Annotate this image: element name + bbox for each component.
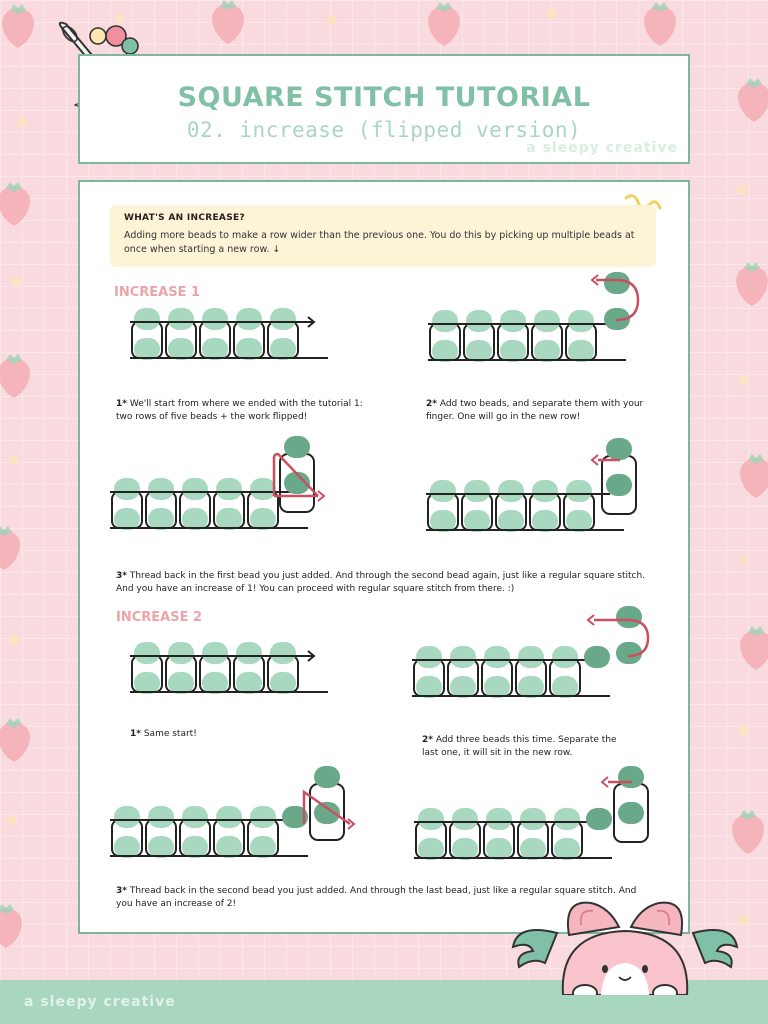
bead — [236, 642, 262, 664]
bead — [168, 338, 194, 360]
bead — [498, 480, 524, 502]
bead — [464, 510, 490, 532]
step-text: Thread back in the first bead you just added. And through the second bead again, just like a regular square stitch. And you have an increase of 1! You can proceed with regular square stitch from there. :) — [116, 571, 646, 594]
bead — [216, 508, 242, 530]
arrow-head — [602, 777, 608, 787]
bead — [134, 308, 160, 330]
bead — [284, 436, 310, 458]
bead — [552, 676, 578, 698]
bead — [168, 308, 194, 330]
bead — [584, 646, 610, 668]
bead — [586, 808, 612, 830]
bead — [182, 478, 208, 500]
step-number: 3* — [116, 571, 127, 581]
i1-s3a — [110, 436, 324, 530]
arrow-head — [592, 455, 598, 465]
i2-s2 — [412, 606, 648, 698]
bead — [452, 838, 478, 860]
bead — [114, 508, 140, 530]
i1-s2 — [428, 272, 638, 362]
bead — [606, 438, 632, 460]
bead — [216, 478, 242, 500]
bead — [566, 510, 592, 532]
bead — [500, 340, 526, 362]
bead — [534, 340, 560, 362]
bead — [270, 642, 296, 664]
bead — [236, 672, 262, 694]
bead — [568, 310, 594, 332]
bead — [552, 646, 578, 668]
bead — [114, 836, 140, 858]
bead — [532, 480, 558, 502]
bead — [182, 806, 208, 828]
increase-1-step-2-caption — [426, 398, 646, 424]
bead — [452, 808, 478, 830]
increase-1-step-1-caption — [116, 398, 366, 424]
bead — [202, 672, 228, 694]
bead — [616, 642, 642, 664]
step-number: 2* — [426, 399, 437, 409]
bead — [532, 510, 558, 532]
bead — [606, 474, 632, 496]
bead — [430, 510, 456, 532]
step-number: 3* — [116, 886, 127, 896]
i2-s3b — [414, 766, 648, 860]
bead — [168, 672, 194, 694]
bead — [450, 676, 476, 698]
bead — [618, 802, 644, 824]
bead — [216, 806, 242, 828]
step-text: Same start! — [143, 729, 197, 739]
bead — [148, 478, 174, 500]
step-number: 1* — [130, 729, 141, 739]
bead — [466, 310, 492, 332]
bead — [484, 676, 510, 698]
bead — [418, 808, 444, 830]
bead — [432, 310, 458, 332]
bead — [534, 310, 560, 332]
footer-brand: a sleepy creative — [24, 994, 176, 1010]
bead — [484, 646, 510, 668]
step-text: We'll start from where we ended with the tutorial 1: two rows of five beads + the work flipped! — [116, 399, 363, 422]
bead — [554, 808, 580, 830]
bead — [202, 308, 228, 330]
bead — [134, 338, 160, 360]
i2-s1 — [130, 642, 328, 694]
arrow-head — [588, 615, 594, 625]
bead — [270, 672, 296, 694]
bead — [250, 836, 276, 858]
increase-2-step-1-caption — [130, 728, 330, 741]
bead — [466, 340, 492, 362]
bead — [486, 808, 512, 830]
bead — [270, 308, 296, 330]
bead — [518, 646, 544, 668]
page-subtitle: 02. increase (flipped version) — [186, 118, 582, 142]
definition-title: WHAT'S AN INCREASE? — [124, 213, 245, 223]
bead — [202, 338, 228, 360]
i2-s3a — [110, 766, 354, 858]
bead — [148, 836, 174, 858]
bead — [566, 480, 592, 502]
bead — [236, 338, 262, 360]
bead — [416, 646, 442, 668]
bead — [134, 642, 160, 664]
increase-1-heading: INCREASE 1 — [114, 285, 201, 300]
bead — [418, 838, 444, 860]
step-number: 2* — [422, 735, 433, 745]
bead — [216, 836, 242, 858]
definition-text: Adding more beads to make a row wider than the previous one. You do this by picking up multiple beads at once when starting a new row. ↓ — [124, 230, 635, 255]
bead — [432, 340, 458, 362]
step-text: Thread back in the second bead you just added. And through the last bead, just like a regular square stitch. And you have an increase of 2! — [116, 886, 637, 909]
bead — [604, 272, 630, 294]
bead — [430, 480, 456, 502]
bead — [520, 838, 546, 860]
bead — [498, 510, 524, 532]
bead — [134, 672, 160, 694]
increase-2-step-2-caption — [422, 734, 632, 760]
brand-watermark: a sleepy creative — [526, 140, 678, 156]
bead — [314, 766, 340, 788]
bead — [148, 508, 174, 530]
cat-mascot-illustration — [505, 895, 745, 995]
step-number: 1* — [116, 399, 127, 409]
bead — [518, 676, 544, 698]
bead — [236, 308, 262, 330]
bead — [270, 338, 296, 360]
bead — [250, 508, 276, 530]
bead — [182, 508, 208, 530]
arrow-head — [318, 491, 324, 501]
page-title: SQUARE STITCH TUTORIAL — [177, 82, 591, 113]
bead — [500, 310, 526, 332]
bead — [520, 808, 546, 830]
bead — [486, 838, 512, 860]
bead — [202, 642, 228, 664]
bead — [114, 478, 140, 500]
bead — [618, 766, 644, 788]
i1-s1 — [130, 308, 328, 360]
bead — [114, 806, 140, 828]
bead — [616, 606, 642, 628]
increase-1-step-3-caption — [116, 570, 646, 596]
bead — [250, 806, 276, 828]
bead — [554, 838, 580, 860]
bead — [416, 676, 442, 698]
step-text: Add three beads this time. Separate the last one, it will sit in the new row. — [422, 735, 617, 758]
i1-s3b — [426, 438, 636, 532]
bead — [250, 478, 276, 500]
step-text: Add two beads, and separate them with your finger. One will go in the new row! — [426, 399, 644, 422]
bead — [464, 480, 490, 502]
increase-2-heading: INCREASE 2 — [116, 610, 203, 625]
bead — [168, 642, 194, 664]
bead — [568, 340, 594, 362]
bead — [148, 806, 174, 828]
bead — [450, 646, 476, 668]
bead — [182, 836, 208, 858]
